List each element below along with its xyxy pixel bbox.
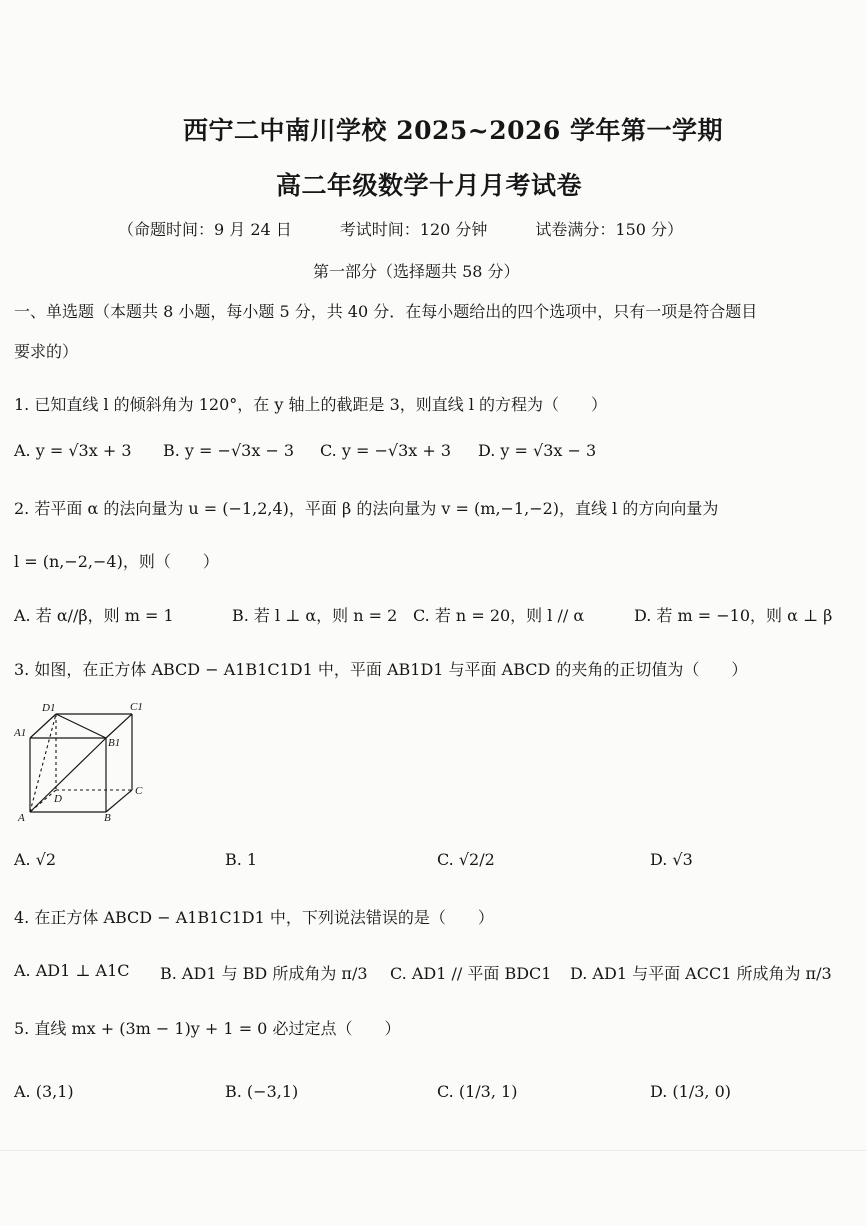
q5-option-b: B. (−3,1) — [225, 1082, 299, 1101]
q4-stem: 4. 在正方体 ABCD − A1B1C1D1 中，下列说法错误的是（ ） — [14, 908, 494, 927]
q4-option-c: C. AD1 // 平面 BDC1 — [390, 964, 552, 983]
edge-a1d1 — [30, 714, 56, 738]
exam-title-line2: 高二年级数学十月月考试卷 — [276, 171, 583, 200]
edge-c1b1 — [106, 714, 132, 738]
cube-figure — [14, 700, 149, 822]
q2-option-c: C. 若 n = 20，则 l // α — [413, 606, 585, 625]
diag-ab1 — [30, 738, 106, 812]
label-d1: D1 — [42, 702, 56, 714]
label-b: B — [104, 812, 111, 822]
hidden-diag-ad1 — [30, 714, 56, 812]
q2-option-a: A. 若 α//β，则 m = 1 — [14, 606, 174, 625]
label-b1: B1 — [108, 737, 121, 749]
q5-option-a: A. (3,1) — [14, 1082, 74, 1101]
q3-option-d: D. √3 — [650, 850, 693, 869]
part-heading: 第一部分（选择题共 58 分） — [313, 262, 520, 281]
q1-stem: 1. 已知直线 l 的倾斜角为 120°，在 y 轴上的截距是 3，则直线 l 的方程为（ ） — [14, 395, 608, 414]
edge-cb — [106, 790, 132, 812]
q4-option-d: D. AD1 与平面 ACC1 所成角为 π/3 — [570, 964, 832, 983]
q4-option-a: A. AD1 ⊥ A1C — [14, 961, 130, 980]
q5-option-c: C. (1/3, 1) — [437, 1082, 518, 1101]
label-c: C — [135, 785, 143, 797]
q4-option-b: B. AD1 与 BD 所成角为 π/3 — [160, 964, 368, 983]
q1-option-d: D. y = √3x − 3 — [478, 441, 597, 460]
q2-option-d: D. 若 m = −10，则 α ⊥ β — [634, 606, 833, 625]
q1-option-b: B. y = −√3x − 3 — [163, 441, 295, 460]
q3-stem: 3. 如图，在正方体 ABCD − A1B1C1D1 中，平面 AB1D1 与平面 ABCD 的夹角的正切值为（ ） — [14, 660, 748, 679]
q5-option-d: D. (1/3, 0) — [650, 1082, 732, 1101]
label-d: D — [54, 793, 62, 805]
section1-heading-line2: 要求的） — [14, 342, 79, 361]
exam-meta-line: （命题时间：9 月 24 日 考试时间：120 分钟 试卷满分：150 分） — [118, 220, 684, 239]
q3-option-a: A. √2 — [14, 850, 57, 869]
label-c1: C1 — [130, 701, 143, 713]
exam-title-line1: 西宁二中南川学校 2025~2026 学年第一学期 — [183, 116, 724, 145]
q1-option-a: A. y = √3x + 3 — [14, 441, 132, 460]
label-a: A — [18, 812, 25, 822]
q5-stem: 5. 直线 mx + (3m − 1)y + 1 = 0 必过定点（ ） — [14, 1019, 401, 1038]
label-a1: A1 — [14, 727, 27, 739]
q2-option-b: B. 若 l ⊥ α，则 n = 2 — [232, 606, 398, 625]
diag-d1b1 — [56, 714, 106, 738]
q1-option-c: C. y = −√3x + 3 — [320, 441, 452, 460]
q3-option-b: B. 1 — [225, 850, 258, 869]
q2-stem-line2: l = (n,−2,−4)，则（ ） — [14, 552, 219, 571]
page-bottom-divider — [0, 1150, 867, 1151]
q2-stem-line1: 2. 若平面 α 的法向量为 u = (−1,2,4)，平面 β 的法向量为 v = (m,−1,−2)，直线 l 的方向向量为 — [14, 499, 719, 518]
section1-heading-line1: 一、单选题（本题共 8 小题，每小题 5 分，共 40 分．在每小题给出的四个选项中，只有一项是符合题目 — [14, 302, 758, 321]
q3-option-c: C. √2/2 — [437, 850, 495, 869]
